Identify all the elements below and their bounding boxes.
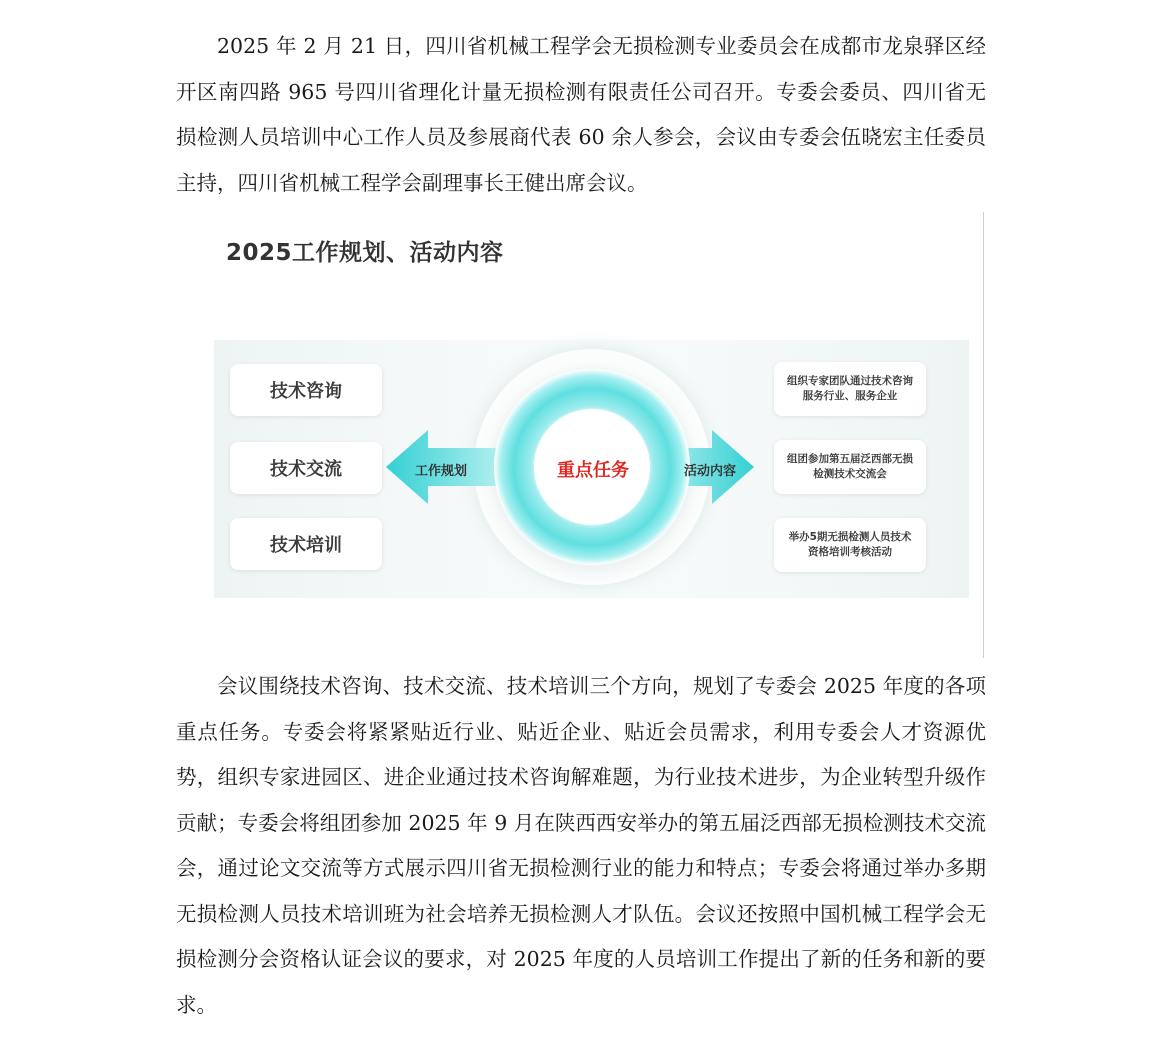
- infographic-graphics: [214, 212, 984, 658]
- activity-item-conference: 组团参加第五届泛西部无损检测技术交流会: [774, 440, 926, 494]
- work-plan-arrow-label: 工作规划: [415, 464, 468, 479]
- infographic-title: 2025工作规划、活动内容: [226, 240, 504, 266]
- plan-item-training: 技术培训: [230, 518, 382, 570]
- plan-item-exchange: 技术交流: [230, 442, 382, 494]
- key-tasks-label: 重点任务: [557, 460, 629, 481]
- plan-item-consulting: 技术咨询: [230, 364, 382, 416]
- activity-item-expert-team: 组织专家团队通过技术咨询 服务行业、服务企业: [774, 362, 926, 416]
- work-plan-infographic: [214, 212, 984, 658]
- summary-paragraph: 会议围绕技术咨询、技术交流、技术培训三个方向，规划了专委会 2025 年度的各项重点任务。专委会将紧紧贴近行业、贴近企业、贴近会员需求，利用专委会人才资源优势，组织专家进园区、进企业通过技术咨询解难题，为行业技术进步，为企业转型升级作贡献；专委会将组团参加 2025 年 9 月在陕西西安举办的第五届泛西部无损检测技术交流会，通过论文交流等方式展示四川省无损检测行业的能力和特点；专委会将通过举办多期无损检测人员技术培训班为社会培养无损检测人才队伍。会议还按照中国机械工程学会无损检测分会资格认证会议的要求，对 2025 年度的人员培训工作提出了新的任务和新的要求。: [176, 674, 986, 1017]
- intro-paragraph: 2025 年 2 月 21 日，四川省机械工程学会无损检测专业委员会在成都市龙泉驿区经开区南四路 965 号四川省理化计量无损检测有限责任公司召开。专委会委员、四川省无损检测人员培训中心工作人员及参展商代表 60 余人参会，会议由专委会伍晓宏主任委员主持，四川省机械工程学会副理事长王健出席会议。: [176, 34, 986, 195]
- activity-item-training-sessions: 举办5期无损检测人员技术资格培训考核活动: [774, 518, 926, 572]
- activity-arrow-label: 活动内容: [684, 464, 737, 479]
